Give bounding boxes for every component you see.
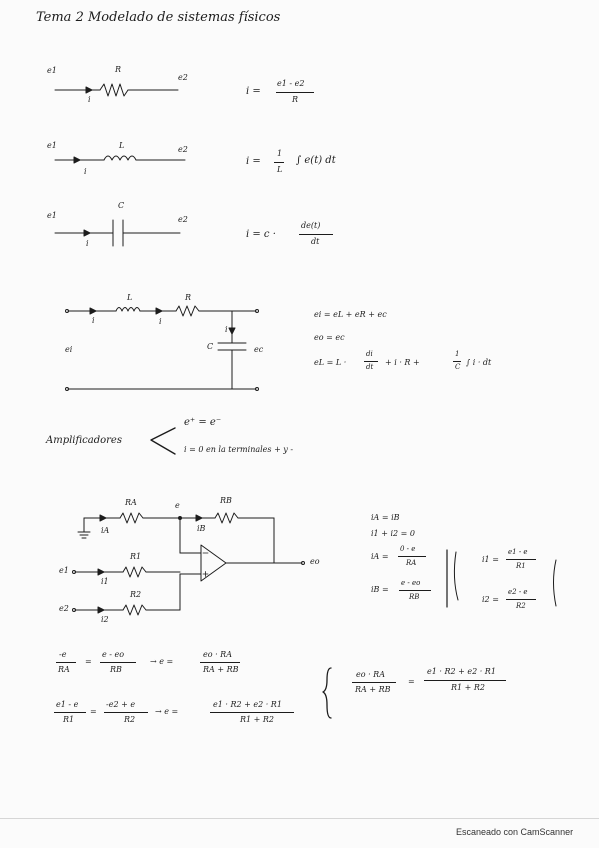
deriv2-bar3 [210,712,294,713]
result-den2: R1 + R2 [451,683,486,692]
resistor-node2-label: e2 [178,73,188,82]
deriv1-equals: = [85,657,92,666]
rlc-eq-di: di [366,350,373,358]
opamp-eq-ib-bar [399,590,431,591]
inductor-node1-label: e1 [47,141,57,150]
rlc-inductor-label: L [127,293,133,302]
rlc-eq-c: C [455,363,461,371]
deriv2-num2: -e2 + e [106,700,136,709]
opamp-ib-label: iB [197,524,206,533]
deriv2-equals: = [90,707,97,716]
inductor-circuit [55,156,185,163]
capacitor-node2-label: e2 [178,215,188,224]
inductor-node2-label: e2 [178,145,188,154]
capacitor-circuit [55,220,180,246]
resistor-eq-numerator: e1 - e2 [277,79,305,88]
rlc-current-label-1: i [92,316,95,325]
opamp-eq-ia-bar [398,556,426,557]
deriv2-den3: R1 + R2 [240,715,275,724]
rlc-eq-middle-terms: + i · R + [385,358,420,367]
deriv2-num1: e1 - e [56,700,79,709]
opamp-eq-i1-i2: i1 + i2 = 0 [371,529,415,538]
inductor-label: L [119,141,125,150]
rlc-output-voltage-label: ec [254,345,264,354]
opamp-e1-label: e1 [59,566,69,575]
rlc-resistor-label: R [185,293,192,302]
deriv1-den2: RB [110,665,122,674]
opamp-node-e-label: e [175,501,180,510]
deriv1-num3: eo · RA [203,650,232,659]
deriv2-den1: R1 [63,715,75,724]
opamp-eq-ia-lhs: iA = [371,552,389,561]
deriv2-bar2 [104,712,148,713]
inductor-eq-numerator: 1 [277,149,283,158]
resistor-eq-denominator: R [292,95,299,104]
opamp-eo-label: eo [310,557,320,566]
opamp-eq-i1-lhs: i1 = [482,555,499,564]
deriv2-arrow: → e = [155,707,179,716]
opamp-eq-i1-bar [506,559,536,560]
page-title: Tema 2 Modelado de sistemas físicos [36,10,281,25]
deriv2-den2: R2 [124,715,136,724]
opamp-rb-label: RB [220,496,232,505]
resistor-current-label: i [88,95,91,104]
capacitor-eq-fraction-bar [299,234,333,235]
rlc-eq-fraction-bar-1 [364,361,378,362]
deriv1-den1: RA [58,665,70,674]
capacitor-eq-numerator: de(t) [301,221,321,230]
opamp-eq-i2-bar [506,599,536,600]
result-equals: = [408,677,415,686]
opamp-r2-label: R2 [130,590,142,599]
opamp-eq-ib-num: e - eo [401,579,421,587]
opamp-i2-label: i2 [101,615,109,624]
scanner-watermark: Escaneado con CamScanner [456,827,574,837]
opamp-eq-ib-lhs: iB = [371,585,389,594]
resistor-label: R [115,65,122,74]
result-den1: RA + RB [355,685,391,694]
inductor-eq-fraction-bar [274,162,284,163]
inductor-eq-lhs: i = [246,156,261,167]
result-num1: eo · RA [356,670,385,679]
opamp-r1-label: R1 [130,552,142,561]
resistor-circuit [55,84,178,96]
deriv1-num1: -e [59,650,67,659]
derivation-brace [323,668,331,718]
rlc-capacitor-label: C [207,342,214,351]
opamp-side-braces [447,550,556,607]
opamp-eq-i2-num: e2 - e [508,588,528,596]
rlc-eq-one: 1 [455,350,460,358]
opamp-ia-label: iA [101,526,110,535]
rlc-eq-dt: dt [366,363,374,371]
rlc-input-voltage-label: ei [65,345,73,354]
deriv1-bar2 [100,662,136,663]
opamp-eq-ia-den: RA [406,559,417,567]
opamp-e2-label: e2 [59,604,69,613]
deriv1-num2: e - eo [102,650,125,659]
deriv1-arrow: → e = [150,657,174,666]
deriv1-bar3 [200,662,240,663]
capacitor-current-label: i [86,239,89,248]
opamp-eq-i2-den: R2 [516,602,526,610]
result-bar1 [352,682,396,683]
opamp-eq-ib-den: RB [409,593,420,601]
resistor-node1-label: e1 [47,66,57,75]
footer-divider [0,818,599,819]
amplifiers-condition-current: i = 0 en la terminales + y - [184,445,294,454]
result-num2: e1 · R2 + e2 · R1 [427,667,496,676]
rlc-eq-output: eo = ec [314,333,345,342]
rlc-eq-kvl: ei = eL + eR + ec [314,310,387,319]
inductor-current-label: i [84,167,87,176]
rlc-eq-inductor-lhs: eL = L · [314,358,347,367]
inductor-eq-denominator: L [277,165,283,174]
inductor-eq-integral: ∫ e(t) dt [296,155,336,166]
resistor-eq-lhs: i = [246,86,261,97]
deriv1-den3: RA + RB [203,665,239,674]
rlc-eq-fraction-bar-2 [453,361,461,362]
opamp-eq-i2-lhs: i2 = [482,595,499,604]
capacitor-label: C [118,201,125,210]
amplifiers-brace [151,428,175,454]
rlc-eq-integral: ∫ i · dt [466,358,492,367]
opamp-eq-ia-ib: iA = iB [371,513,400,522]
result-bar2 [424,680,506,681]
deriv1-bar1 [56,662,76,663]
opamp-i1-label: i1 [101,577,109,586]
opamp-eq-ia-num: 0 - e [400,545,416,553]
amplifiers-condition-voltage: e⁺ = e⁻ [184,417,222,428]
capacitor-node1-label: e1 [47,211,57,220]
deriv2-bar1 [54,712,86,713]
capacitor-eq-denominator: dt [311,237,320,246]
opamp-ra-label: RA [125,498,137,507]
opamp-eq-i1-num: e1 - e [508,548,528,556]
opamp-eq-i1-den: R1 [516,562,526,570]
capacitor-eq-lhs: i = c · [246,229,276,240]
amplifiers-heading: Amplificadores [46,435,122,446]
rlc-current-label-2: i [159,317,162,326]
deriv2-num3: e1 · R2 + e2 · R1 [213,700,282,709]
resistor-eq-fraction-bar [276,92,314,93]
rlc-current-label-3: i [225,325,228,334]
